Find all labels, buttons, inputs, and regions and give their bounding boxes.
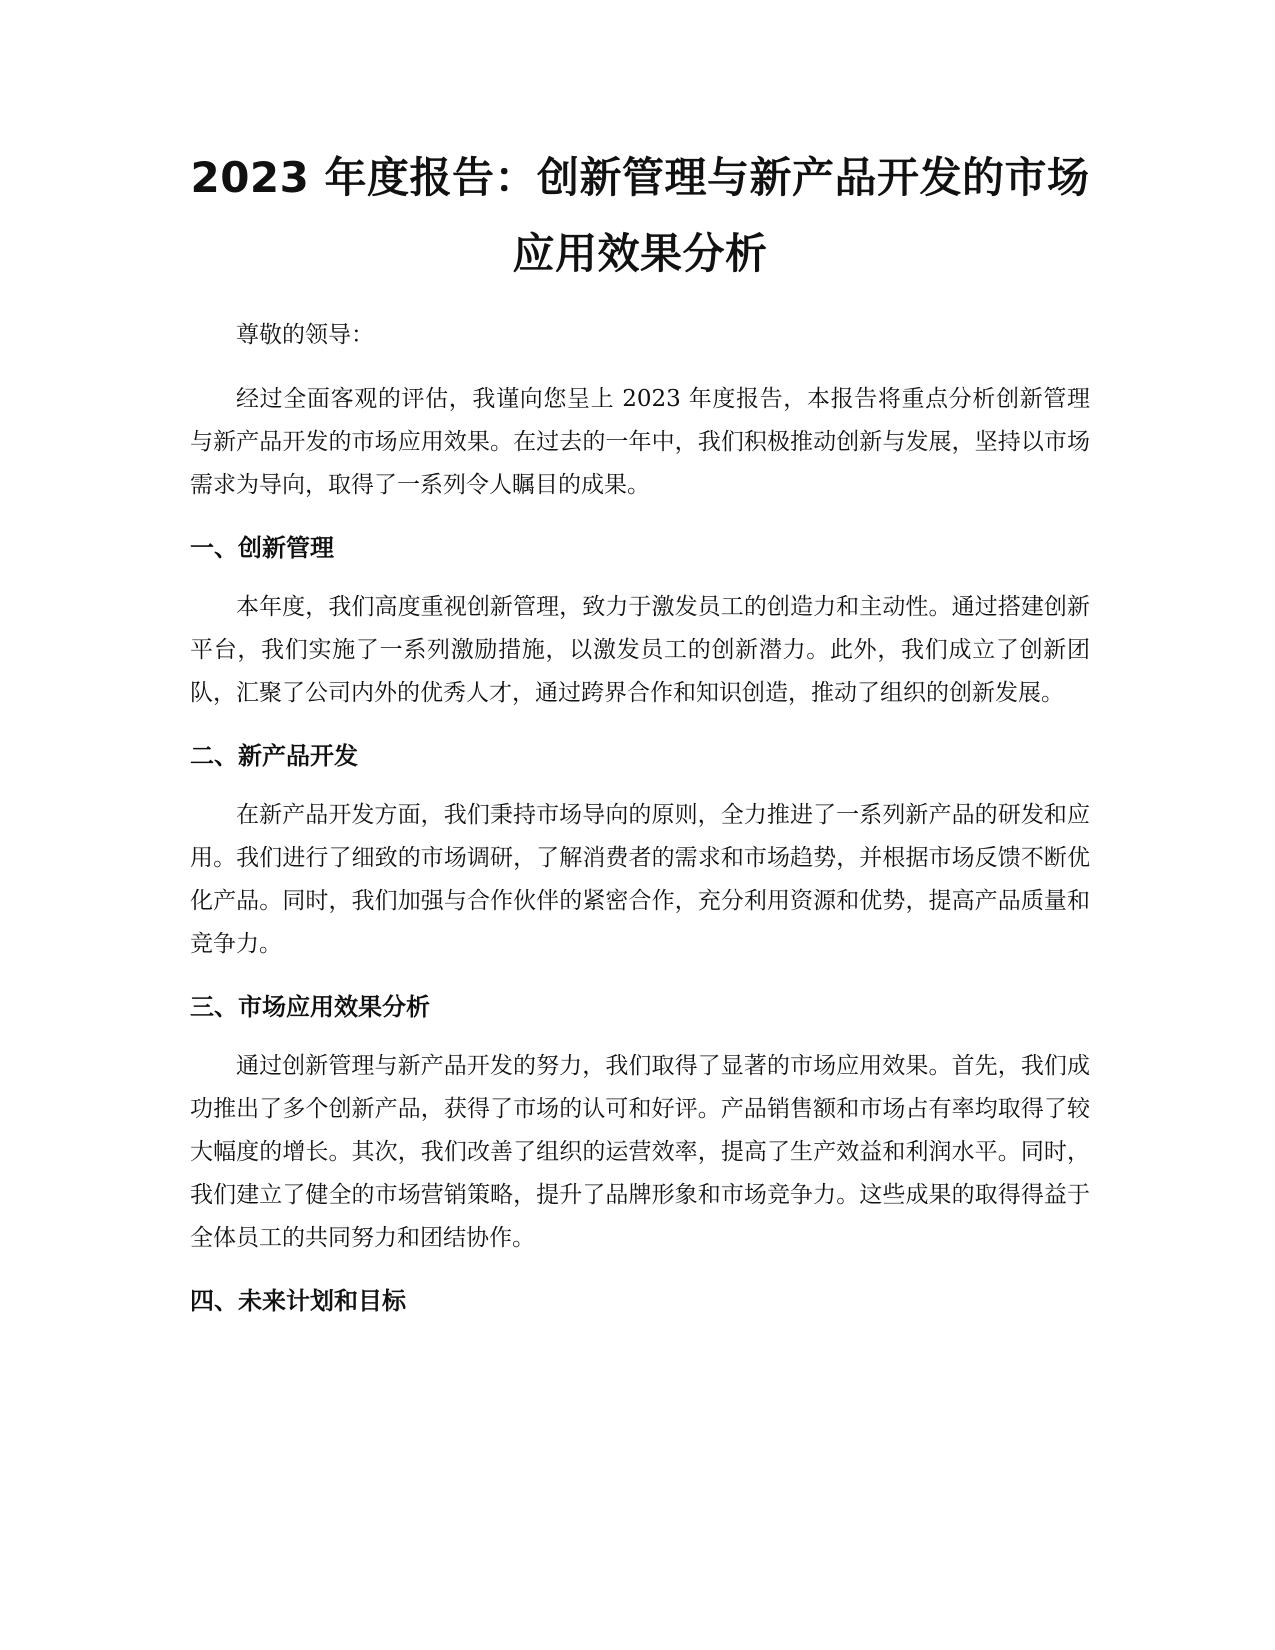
section-paragraph: 本年度，我们高度重视创新管理，致力于激发员工的创造力和主动性。通过搭建创新平台，我们实施了一系列激励措施，以激发员工的创新潜力。此外，我们成立了创新团队，汇聚了公司内外的优秀人才，通过跨界合作和知识创造，推动了组织的创新发展。 (190, 594, 1090, 706)
section-paragraph: 在新产品开发方面，我们秉持市场导向的原则，全力推进了一系列新产品的研发和应用。我们进行了细致的市场调研，了解消费者的需求和市场趋势，并根据市场反馈不断优化产品。同时，我们加强与合作伙伴的紧密合作，充分利用资源和优势，提高产品质量和竞争力。 (190, 802, 1090, 957)
section-heading: 一、创新管理 (190, 534, 334, 562)
section-heading: 三、市场应用效果分析 (190, 993, 430, 1021)
document-title: 2023 年度报告：创新管理与新产品开发的市场应用效果分析 (190, 153, 1090, 278)
section-heading: 四、未来计划和目标 (190, 1287, 406, 1315)
salutation: 尊敬的领导： (236, 322, 374, 348)
section-innovation-management (190, 528, 1090, 715)
section-market-application-analysis (190, 987, 1090, 1260)
section-paragraph: 通过创新管理与新产品开发的努力，我们取得了显著的市场应用效果。首先，我们成功推出了多个创新产品，获得了市场的认可和好评。产品销售额和市场占有率均取得了较大幅度的增长。其次，我们改善了组织的运营效率，提高了生产效益和利润水平。同时，我们建立了健全的市场营销策略，提升了品牌形象和市场竞争力。这些成果的取得得益于全体员工的共同努力和团结协作。 (190, 1053, 1090, 1251)
section-future-plans (190, 1281, 1090, 1321)
section-heading: 二、新产品开发 (190, 742, 358, 770)
document-content (190, 140, 1090, 1339)
section-new-product-development (190, 736, 1090, 966)
intro-paragraph: 经过全面客观的评估，我谨向您呈上 2023 年度报告，本报告将重点分析创新管理与新产品开发的市场应用效果。在过去的一年中，我们积极推动创新与发展，坚持以市场需求为导向，取得了一系列令人瞩目的成果。 (190, 386, 1090, 498)
